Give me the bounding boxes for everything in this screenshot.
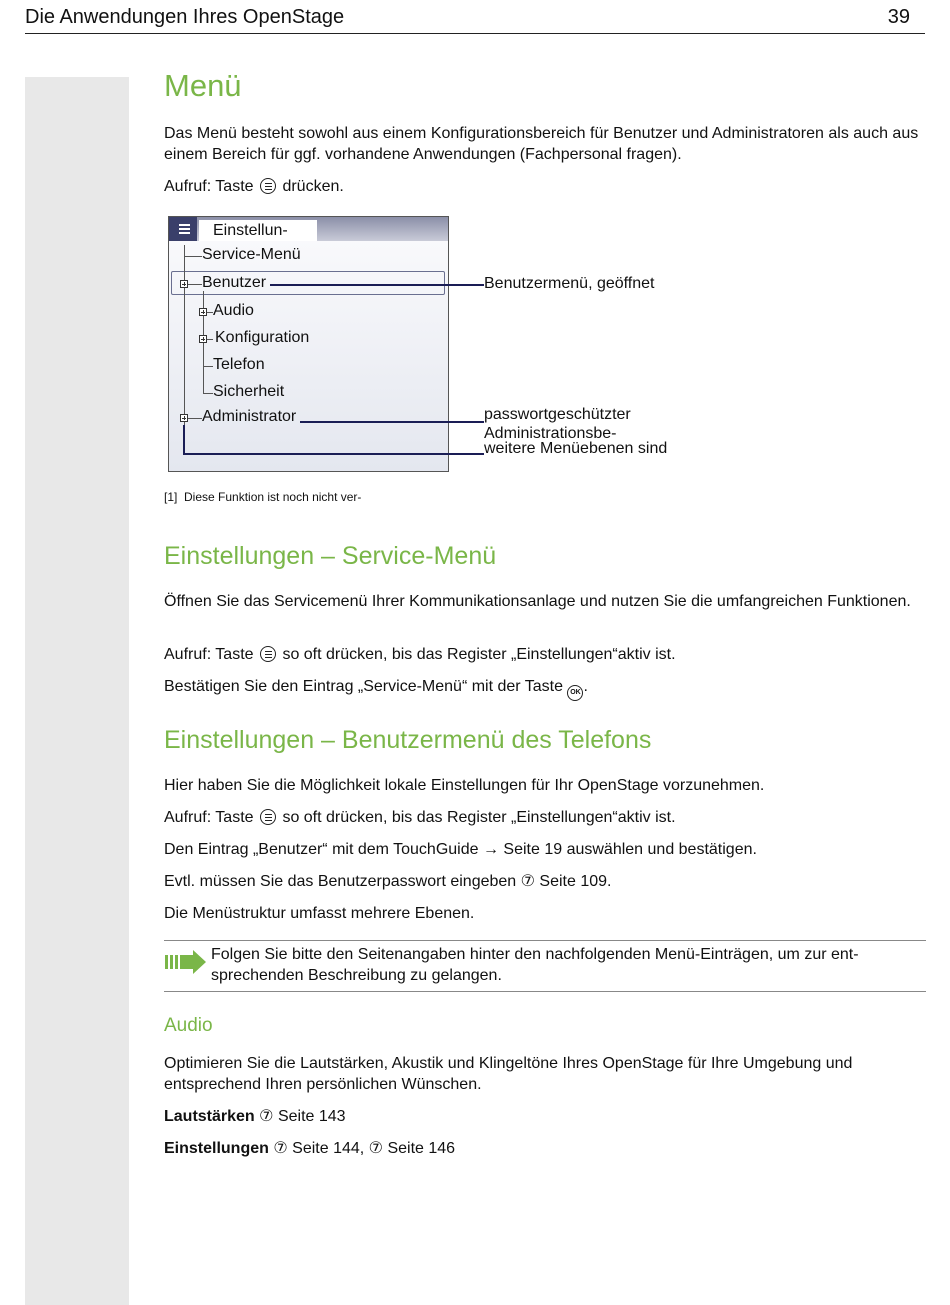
menu-aufruf-suffix: drücken. bbox=[282, 178, 344, 195]
section-title-menu: Menü bbox=[164, 68, 242, 103]
tab-einstellungen: Einstellun- bbox=[199, 220, 317, 241]
user-aufruf-prefix: Aufruf: Taste bbox=[164, 809, 254, 826]
ok-key-icon: OK bbox=[567, 685, 583, 701]
lautstaerken-ref: ⑦ Seite 143 bbox=[259, 1108, 346, 1125]
callout-line-levels bbox=[183, 453, 484, 455]
callout-user-menu: Benutzermenü, geöffnet bbox=[484, 275, 655, 292]
menu-screenshot bbox=[168, 216, 449, 472]
einstellungen-label: Einstellungen bbox=[164, 1140, 269, 1157]
expand-benutzer-icon bbox=[180, 280, 188, 288]
audio-einstellungen bbox=[164, 1138, 926, 1159]
margin-sidebar bbox=[25, 77, 129, 1305]
expand-konfiguration-icon bbox=[199, 335, 207, 343]
lautstaerken-label: Lautstärken bbox=[164, 1108, 255, 1125]
section-title-audio: Audio bbox=[164, 1015, 213, 1036]
callout-admin-line2: Administrationsbe- bbox=[484, 425, 617, 442]
audio-lautstaerken bbox=[164, 1106, 926, 1127]
running-header-title: Die Anwendungen Ihres OpenStage bbox=[25, 6, 345, 28]
section-title-user: Einstellungen – Benutzermenü des Telefons bbox=[164, 726, 652, 754]
tree-item-administrator: Administrator bbox=[202, 408, 297, 425]
user-touchguide: Den Eintrag „Benutzer“ mit dem TouchGuide → Seite 19 auswählen und bestätigen. bbox=[164, 841, 757, 858]
note-text: Folgen Sie bitte den Seitenangaben hinter den nachfolgenden Menü-Einträgen, um zur ent- sprechenden Beschreibung zu gelangen. bbox=[211, 946, 859, 984]
einstellungen-ref: ⑦ Seite 144, ⑦ Seite 146 bbox=[273, 1140, 456, 1157]
tree-item-benutzer: Benutzer bbox=[202, 274, 267, 291]
user-password: Evtl. müssen Sie das Benutzerpasswort eingeben ⑦ Seite 109. bbox=[164, 873, 612, 890]
expand-audio-icon bbox=[199, 308, 207, 316]
page-number: 39 bbox=[887, 6, 910, 28]
callout-admin-line1: passwortgeschützter bbox=[484, 406, 631, 423]
menu-key-icon bbox=[260, 809, 276, 825]
menu-aufruf bbox=[164, 176, 926, 197]
tree-item-sicherheit: Sicherheit bbox=[213, 383, 285, 400]
service-aufruf-prefix: Aufruf: Taste bbox=[164, 646, 254, 663]
service-confirm-prefix: Bestätigen Sie den Eintrag „Service-Menü“ mit der Taste bbox=[164, 678, 564, 695]
callout-line-user bbox=[270, 284, 484, 286]
tree-item-service-menu: Service-Menü bbox=[202, 246, 301, 263]
note-box bbox=[164, 940, 926, 992]
service-confirm-suffix: . bbox=[583, 678, 588, 695]
service-intro: Öffnen Sie das Servicemenü Ihrer Kommunikationsanlage und nutzen Sie die umfangreichen Funktionen. bbox=[164, 593, 911, 610]
menu-aufruf-prefix: Aufruf: Taste bbox=[164, 178, 254, 195]
menu-intro: Das Menü besteht sowohl aus einem Konfigurationsbereich für Benutzer und Administratoren als auch aus einem Bereich für ggf. vorhandene Anwendungen (Fachpersonal fragen). bbox=[164, 125, 919, 163]
menu-key-icon bbox=[260, 646, 276, 662]
note-arrow-icon bbox=[165, 950, 207, 974]
user-intro: Hier haben Sie die Möglichkeit lokale Einstellungen für Ihr OpenStage vorzunehmen. bbox=[164, 777, 765, 794]
service-confirm bbox=[164, 676, 926, 701]
callout-line-admin bbox=[300, 421, 484, 423]
tree-item-audio: Audio bbox=[213, 302, 254, 319]
menu-key-icon bbox=[260, 178, 276, 194]
callout-admin-line3: weitere Menüebenen sind bbox=[484, 440, 668, 457]
user-aufruf bbox=[164, 807, 926, 828]
user-aufruf-suffix: so oft drücken, bis das Register „Einstellungen“aktiv ist. bbox=[282, 809, 676, 826]
audio-intro: Optimieren Sie die Lautstärken, Akustik und Klingeltöne Ihres OpenStage für Ihre Umgebung und entsprechend Ihren persönlichen Wünschen. bbox=[164, 1055, 853, 1093]
header-divider bbox=[25, 33, 925, 34]
user-structure: Die Menüstruktur umfasst mehrere Ebenen. bbox=[164, 905, 475, 922]
menu-list-icon bbox=[169, 217, 197, 241]
footnote-text: Diese Funktion ist noch nicht ver- bbox=[184, 490, 362, 504]
tree-item-telefon: Telefon bbox=[213, 356, 265, 373]
expand-administrator-icon bbox=[180, 414, 188, 422]
callout-admin bbox=[484, 405, 684, 458]
service-aufruf bbox=[164, 644, 926, 665]
footnote bbox=[164, 487, 926, 508]
service-aufruf-suffix: so oft drücken, bis das Register „Einstellungen“aktiv ist. bbox=[282, 646, 676, 663]
section-title-service: Einstellungen – Service-Menü bbox=[164, 542, 497, 570]
footnote-marker: [1] bbox=[164, 490, 178, 504]
tree-item-konfiguration: Konfiguration bbox=[215, 329, 310, 346]
